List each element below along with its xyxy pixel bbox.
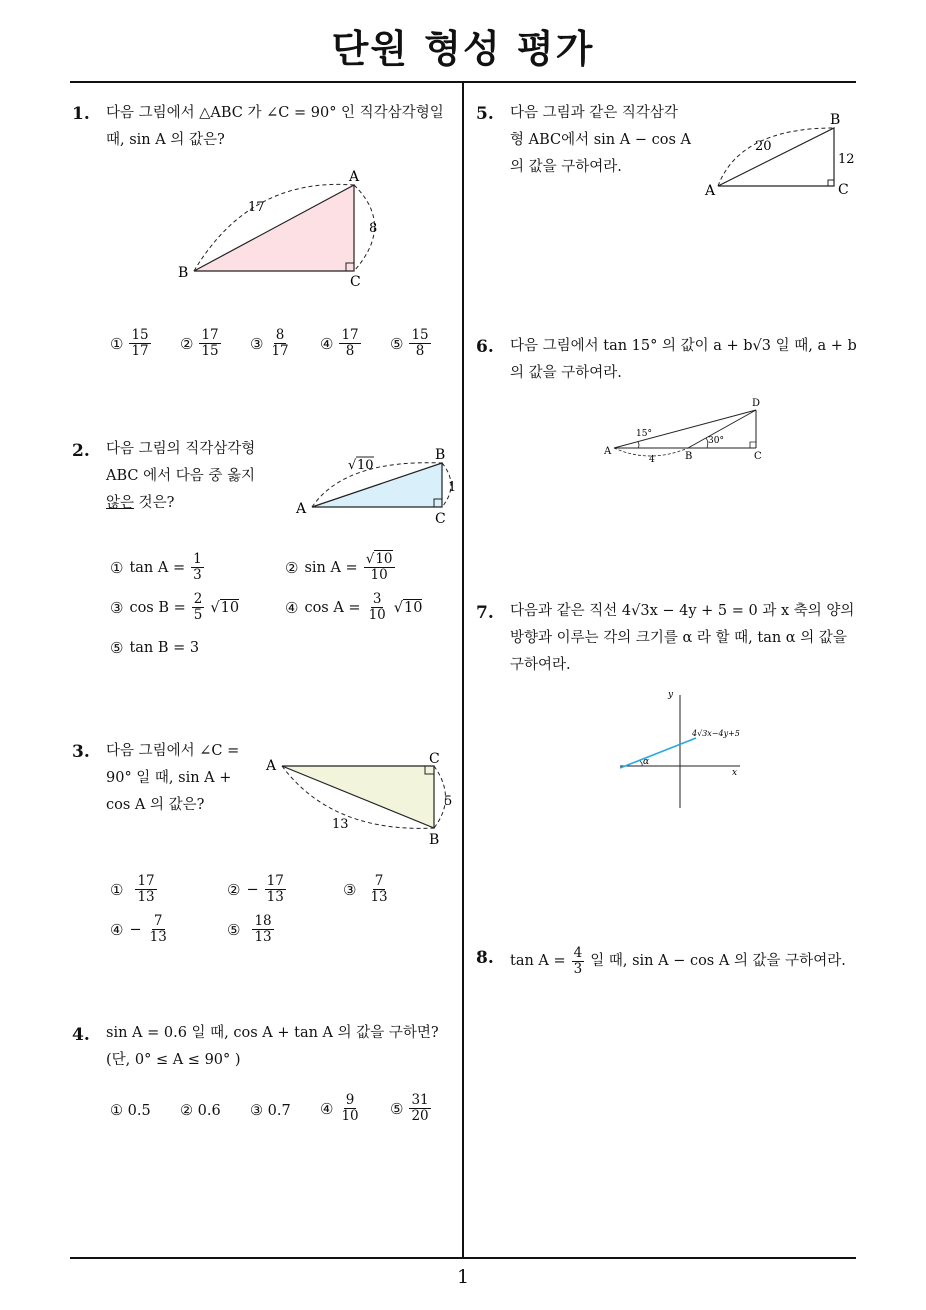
q1-option-1[interactable]: ① $\frac{15}{17}$ — [110, 327, 149, 359]
question-5-line-2: 형 ABC에서 sin A − cos A — [510, 132, 691, 148]
q3-label-B: B — [429, 832, 440, 848]
q3-label-side: 5 — [444, 794, 453, 809]
q6-label-D: D — [752, 398, 761, 409]
q4-option-1[interactable]: ① 0.5 — [110, 1103, 151, 1119]
question-4-text — [106, 1020, 439, 1074]
question-5-text — [510, 100, 691, 181]
q5-label-B: B — [830, 112, 841, 128]
q5-label-side: 12 — [838, 152, 855, 167]
q3-label-A: A — [266, 758, 277, 774]
q3-option-3[interactable]: ③ $\frac{7}{13}$ — [343, 873, 388, 905]
q3-option-1[interactable]: ① $\frac{17}{13}$ — [110, 873, 155, 905]
question-8-number: 8. — [476, 948, 494, 968]
question-3-line-3: cos A 의 값은? — [106, 797, 205, 813]
question-2-line-1: 다음 그림의 직각삼각형 — [106, 441, 256, 457]
q6-label-C: C — [754, 451, 762, 462]
question-1-line-2: 때, sin A 의 값은? — [106, 132, 225, 148]
q3-option-5[interactable]: ⑤ $\frac{18}{13}$ — [227, 913, 272, 945]
question-6-text — [510, 333, 857, 387]
q2-label-B: B — [435, 447, 446, 463]
question-3-options — [110, 874, 450, 954]
question-3-line-2: 90° 일 때, sin A + — [106, 770, 232, 786]
q7-label-alpha: α — [643, 757, 650, 767]
q1-label-C: C — [350, 274, 361, 290]
question-3-number: 3. — [72, 742, 90, 762]
q7-label-y: y — [668, 690, 674, 700]
question-7-line-1: 다음과 같은 직선 4√3x − 4y + 5 = 0 과 x 축의 양의 — [510, 603, 855, 619]
question-6-figure — [598, 392, 773, 467]
question-3-line-1: 다음 그림에서 ∠C = — [106, 743, 240, 759]
q2-option-4[interactable]: ④ cos A = $\frac{3}{10}$ √10 — [285, 591, 423, 623]
question-7-line-2: 방향과 이루는 각의 크기를 α 라 할 때, tan α 의 값을 — [510, 630, 847, 646]
question-2-number: 2. — [72, 441, 90, 461]
question-6-line-1: 다음 그림에서 tan 15° 의 값이 a + b√3 일 때, a + b — [510, 338, 857, 354]
q2-option-1[interactable]: ① tan A = $\frac{1}{3}$ — [110, 551, 202, 583]
page-title: 단원 형성 평가 — [331, 27, 595, 71]
q1-option-5[interactable]: ⑤ $\frac{15}{8}$ — [390, 327, 429, 359]
question-4-line-2: (단, 0° ≤ A ≤ 90° ) — [106, 1052, 241, 1068]
q7-label-line: 4√3x−4y+5 — [692, 729, 740, 738]
column-divider — [462, 82, 464, 1258]
question-7-number: 7. — [476, 603, 494, 623]
question-2-options — [110, 548, 450, 668]
bottom-rule — [70, 1257, 856, 1259]
question-5-line-1: 다음 그림과 같은 직각삼각 — [510, 105, 678, 121]
q4-option-5[interactable]: ⑤ $\frac{31}{20}$ — [390, 1092, 429, 1124]
q5-label-hyp: 20 — [755, 139, 772, 154]
q2-option-3[interactable]: ③ cos B = $\frac{2}{5}$ √10 — [110, 591, 240, 623]
q8-lhs: tan A = — [510, 953, 566, 969]
q1-label-side: 8 — [369, 221, 378, 236]
question-7-figure — [610, 685, 760, 815]
q6-label-A: A — [604, 446, 612, 457]
q2-option-5[interactable]: ⑤ tan B = 3 — [110, 639, 200, 657]
q4-option-2[interactable]: ② 0.6 — [180, 1103, 221, 1119]
question-2-line-2: ABC 에서 다음 중 옳지 — [106, 468, 255, 484]
question-7-line-3: 구하여라. — [510, 657, 571, 673]
q6-label-angle1: 15° — [636, 429, 652, 439]
question-1-line-1: 다음 그림에서 △ABC 가 ∠C = 90° 인 직각삼각형일 — [106, 105, 444, 121]
question-3-figure — [262, 748, 462, 853]
q2-label-side: 1 — [448, 480, 457, 495]
question-1-text — [106, 100, 444, 154]
question-5-line-3: 의 값을 구하여라. — [510, 159, 622, 175]
question-4-options — [110, 1093, 450, 1133]
q6-label-angle2: 30° — [708, 436, 724, 446]
q4-option-4[interactable]: ④ $\frac{9}{10}$ — [320, 1092, 359, 1124]
question-5-number: 5. — [476, 104, 494, 124]
q1-option-4[interactable]: ④ $\frac{17}{8}$ — [320, 327, 359, 359]
question-1-figure — [170, 165, 400, 290]
question-2-line-3: 않은 것은? — [106, 495, 175, 511]
q8-fraction: $\frac{4}{3}$ — [573, 945, 583, 977]
q3-option-4[interactable]: ④ − $\frac{7}{13}$ — [110, 913, 167, 945]
question-2-figure — [290, 445, 465, 530]
question-7-text — [510, 598, 854, 679]
q5-label-A: A — [705, 183, 716, 199]
question-6-line-2: 의 값을 구하여라. — [510, 365, 622, 381]
question-2-text — [106, 436, 255, 517]
question-6-number: 6. — [476, 337, 494, 357]
question-3-text — [106, 738, 239, 819]
q2-option-2[interactable]: ② sin A = $\frac{√10}{10}$ — [285, 551, 393, 583]
q1-option-2[interactable]: ② $\frac{17}{15}$ — [180, 327, 219, 359]
q4-option-3[interactable]: ③ 0.7 — [250, 1103, 291, 1119]
page-number: 1 — [456, 1266, 470, 1288]
q3-option-2[interactable]: ② − $\frac{17}{13}$ — [227, 873, 284, 905]
question-1-options — [110, 328, 450, 368]
q6-label-len: 4 — [649, 455, 655, 465]
q7-label-x: x — [732, 768, 738, 778]
q2-label-C: C — [435, 511, 446, 527]
question-8-text — [510, 946, 846, 977]
question-4-number: 4. — [72, 1025, 90, 1045]
q5-label-C: C — [838, 182, 849, 198]
question-1-number: 1. — [72, 104, 90, 124]
q6-label-B: B — [685, 451, 693, 462]
q3-label-hyp: 13 — [332, 817, 349, 832]
q2-sqrt-sign: √ — [348, 458, 357, 473]
q1-option-3[interactable]: ③ $\frac{8}{17}$ — [250, 327, 289, 359]
q1-label-hyp: 17 — [248, 200, 265, 215]
q1-label-B: B — [178, 265, 189, 281]
q8-rest: 일 때, sin A − cos A 의 값을 구하여라. — [590, 953, 846, 969]
q1-label-A: A — [349, 169, 360, 185]
q2-label-hyp: 10 — [357, 458, 374, 473]
question-5-figure — [700, 108, 860, 203]
question-4-line-1: sin A = 0.6 일 때, cos A + tan A 의 값을 구하면? — [106, 1025, 439, 1041]
q3-label-C: C — [429, 751, 440, 767]
q2-label-A: A — [296, 501, 307, 517]
